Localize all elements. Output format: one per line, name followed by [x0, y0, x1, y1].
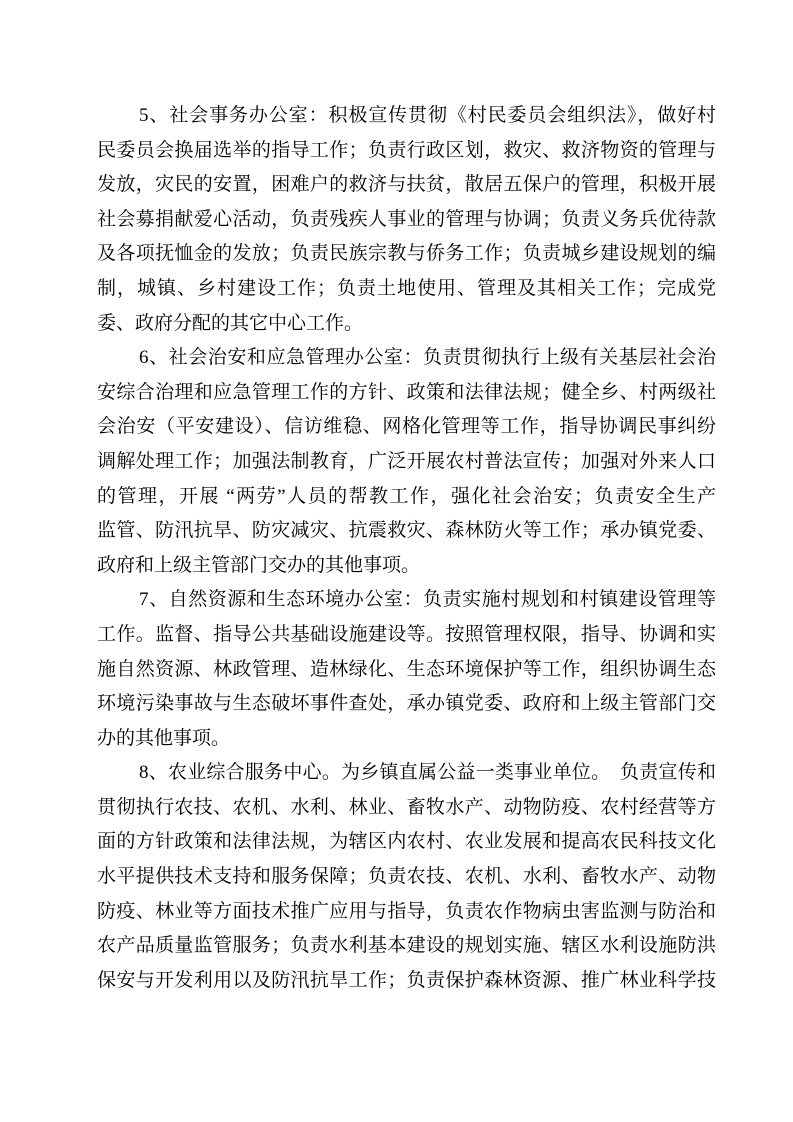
text-line: 水平提供技术支持和服务保障；负责农技、农机、水利、畜牧水产、动物 — [97, 866, 716, 888]
text-line: 发放，灾民的安置，困难户的救济与扶贫，散居五保户的管理，积极开展 — [97, 174, 716, 196]
text-line: 面的方针政策和法律法规，为辖区内农村、农业发展和提高农民科技文化 — [97, 831, 716, 853]
text-line: 7、自然资源和生态环境办公室：负责实施村规划和村镇建设管理等 — [139, 589, 716, 611]
paragraph-8-agriculture-service-center — [97, 756, 716, 998]
document-text-block — [97, 99, 716, 998]
text-line: 农产品质量监管服务；负责水利基本建设的规划实施、辖区水利设施防洪 — [97, 935, 716, 957]
text-line: 委、政府分配的其它中心工作。 — [97, 312, 364, 334]
text-line: 保安与开发利用以及防汛抗旱工作；负责保护森林资源、推广林业科学技 — [97, 969, 716, 991]
paragraph-5-social-affairs-office — [97, 99, 716, 341]
text-line: 安综合治理和应急管理工作的方针、政策和法律法规；健全乡、村两级社 — [97, 381, 716, 403]
paragraph-6-public-security-office — [97, 341, 716, 583]
text-line: 民委员会换届选举的指导工作；负责行政区划，救灾、救济物资的管理与 — [97, 139, 716, 161]
text-line: 社会募捐献爱心活动，负责残疾人事业的管理与协调；负责义务兵优待款 — [97, 208, 716, 230]
text-line: 监管、防汛抗旱、防灾减灾、抗震救灾、森林防火等工作；承办镇党委、 — [97, 520, 716, 542]
text-line: 施自然资源、林政管理、造林绿化、生态环境保护等工作，组织协调生态 — [97, 658, 716, 680]
paragraph-7-natural-resources-office — [97, 583, 716, 756]
text-line: 及各项抚恤金的发放；负责民族宗教与侨务工作；负责城乡建设规划的编 — [97, 243, 716, 265]
text-line: 贯彻执行农技、农机、水利、林业、畜牧水产、动物防疫、农村经营等方 — [97, 796, 716, 818]
text-line: 的管理，开展 “两劳”人员的帮教工作，强化社会治安；负责安全生产 — [97, 485, 716, 507]
text-line: 防疫、林业等方面技术推广应用与指导，负责农作物病虫害监测与防治和 — [97, 900, 716, 922]
text-line: 会治安（平安建设）、信访维稳、网格化管理等工作，指导协调民事纠纷 — [97, 416, 716, 438]
text-line: 政府和上级主管部门交办的其他事项。 — [97, 554, 421, 576]
text-line: 6、社会治安和应急管理办公室：负责贯彻执行上级有关基层社会治 — [139, 347, 716, 369]
text-line: 办的其他事项。 — [97, 727, 231, 749]
text-line: 8、农业综合服务中心。为乡镇直属公益一类事业单位。 负责宣传和 — [139, 762, 716, 784]
text-line: 调解处理工作；加强法制教育，广泛开展农村普法宣传；加强对外来人口 — [97, 450, 716, 472]
text-line: 制，城镇、乡村建设工作；负责土地使用、管理及其相关工作；完成党 — [97, 277, 716, 299]
text-line: 工作。监督、指导公共基础设施建设等。按照管理权限，指导、协调和实 — [97, 623, 716, 645]
text-line: 5、社会事务办公室：积极宣传贯彻《村民委员会组织法》，做好村 — [139, 105, 716, 126]
text-line: 环境污染事故与生态破坏事件查处，承办镇党委、政府和上级主管部门交 — [97, 693, 716, 715]
